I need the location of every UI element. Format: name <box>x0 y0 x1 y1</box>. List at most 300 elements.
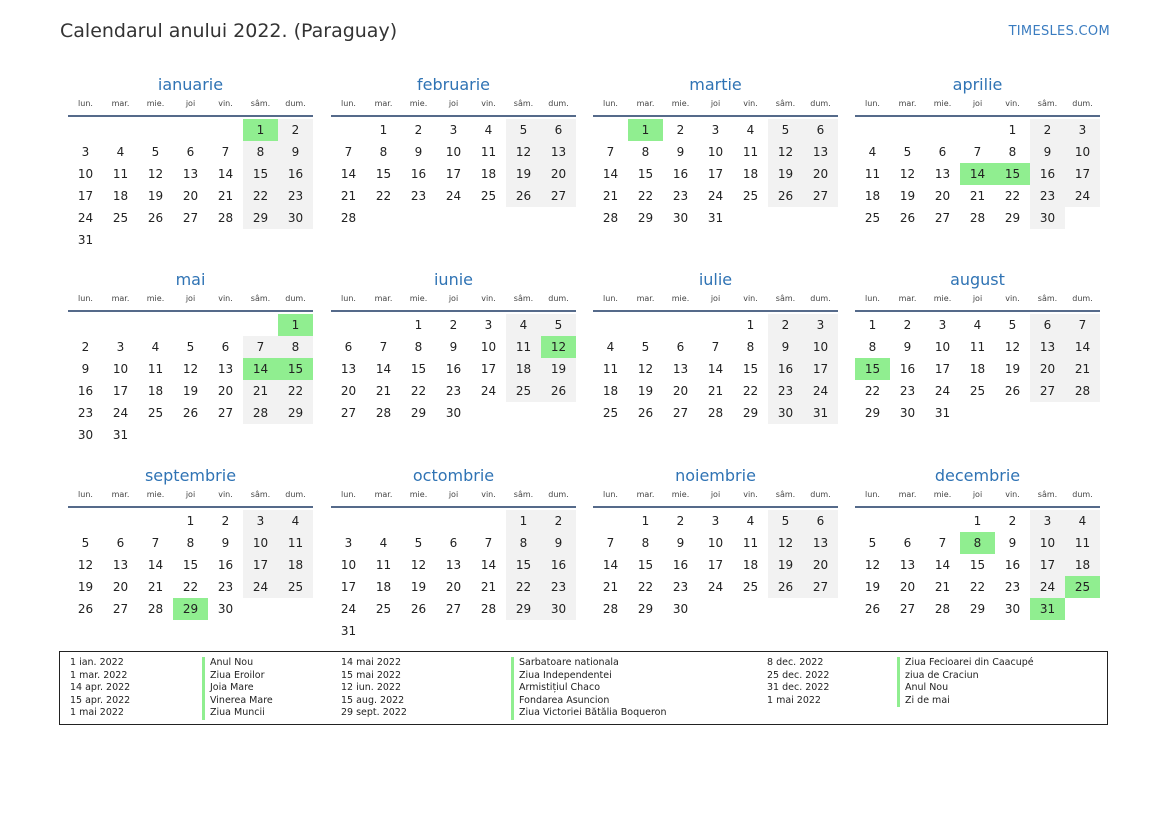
day-cell: 12 <box>768 141 803 163</box>
day-cell: 15 <box>410 362 427 376</box>
day-cell: 26 <box>410 602 427 616</box>
day-cell: 22 <box>1004 189 1021 203</box>
day-cell: 14 <box>1065 336 1100 358</box>
day-cell: 10 <box>243 532 278 554</box>
day-cell: 24 <box>803 380 838 402</box>
empty-cell <box>173 314 208 336</box>
day-cell: 4 <box>746 123 755 137</box>
legend-dates <box>341 657 407 720</box>
day-cell: 31 <box>934 406 951 420</box>
legend-date: 15 apr. 2022 <box>70 694 131 706</box>
day-cell: 7 <box>243 336 278 358</box>
day-cell: 8 <box>414 340 423 354</box>
empty-cell <box>243 314 278 336</box>
day-cell: 26 <box>864 602 881 616</box>
day-cell: 5 <box>768 119 803 141</box>
day-cell: 10 <box>934 340 951 354</box>
day-cell: 3 <box>243 510 278 532</box>
weekday-label: sâm. <box>513 99 534 108</box>
weekday-header <box>68 293 313 312</box>
day-cell: 1 <box>278 314 313 336</box>
day-cell: 20 <box>672 384 689 398</box>
day-cell: 3 <box>484 318 493 332</box>
empty-cell <box>401 510 436 532</box>
weekday-label: lun. <box>603 294 618 303</box>
month-iulie <box>593 267 838 424</box>
day-cell: 8 <box>1008 145 1017 159</box>
day-cell: 25 <box>278 576 313 598</box>
weekday-header <box>68 489 313 508</box>
empty-cell <box>471 510 506 532</box>
day-cell: 4 <box>151 340 160 354</box>
day-cell: 28 <box>602 211 619 225</box>
day-cell: 22 <box>969 580 986 594</box>
weekday-label: joi <box>448 490 459 499</box>
weekday-header <box>331 293 576 312</box>
weekday-label: joi <box>185 99 196 108</box>
day-cell: 7 <box>1065 314 1100 336</box>
month-februarie <box>331 72 576 229</box>
day-cell: 31 <box>707 211 724 225</box>
day-cell: 23 <box>672 189 689 203</box>
day-cell: 5 <box>81 536 90 550</box>
day-cell: 28 <box>934 602 951 616</box>
day-cell: 18 <box>864 189 881 203</box>
legend-holiday-name: Sarbatoare nationala <box>511 657 667 670</box>
weekday-label: sâm. <box>250 490 271 499</box>
day-cell: 25 <box>969 384 986 398</box>
day-cell: 12 <box>1004 340 1021 354</box>
day-cell: 1 <box>379 123 388 137</box>
day-cell: 19 <box>637 384 654 398</box>
day-cell: 14 <box>707 362 724 376</box>
day-cell: 13 <box>182 167 199 181</box>
days-grid <box>593 510 838 620</box>
day-cell: 16 <box>672 558 689 572</box>
day-cell: 27 <box>934 211 951 225</box>
weekday-label: mar. <box>636 294 655 303</box>
day-cell: 10 <box>77 167 94 181</box>
day-cell: 14 <box>934 558 951 572</box>
weekday-header <box>593 293 838 312</box>
weekday-label: mie. <box>409 294 428 303</box>
day-cell: 17 <box>1030 554 1065 576</box>
day-cell: 4 <box>506 314 541 336</box>
day-cell: 20 <box>541 163 576 185</box>
month-octombrie <box>331 463 576 642</box>
day-cell: 13 <box>899 558 916 572</box>
weekday-label: joi <box>710 99 721 108</box>
day-cell: 2 <box>903 318 912 332</box>
day-cell: 6 <box>903 536 912 550</box>
day-cell: 8 <box>746 340 755 354</box>
weekday-label: joi <box>710 490 721 499</box>
day-cell: 24 <box>1065 185 1100 207</box>
day-cell: 16 <box>1004 558 1021 572</box>
day-cell: 4 <box>278 510 313 532</box>
empty-cell <box>593 510 628 532</box>
day-cell: 27 <box>445 602 462 616</box>
day-cell: 10 <box>803 336 838 358</box>
day-cell: 25 <box>1065 576 1100 598</box>
day-cell: 26 <box>1004 384 1021 398</box>
day-cell: 30 <box>77 428 94 442</box>
day-cell: 18 <box>506 358 541 380</box>
weekday-label: dum. <box>548 99 569 108</box>
weekday-label: sâm. <box>513 294 534 303</box>
day-cell: 16 <box>541 554 576 576</box>
weekday-label: mar. <box>636 490 655 499</box>
day-cell: 16 <box>672 167 689 181</box>
weekday-label: dum. <box>1072 99 1093 108</box>
weekday-label: vin. <box>1005 490 1020 499</box>
day-cell: 11 <box>742 145 759 159</box>
month-mai <box>68 267 313 446</box>
empty-cell <box>855 510 890 532</box>
day-cell: 6 <box>541 119 576 141</box>
month-noiembrie <box>593 463 838 620</box>
weekday-label: mar. <box>374 99 393 108</box>
day-cell: 29 <box>506 598 541 620</box>
day-cell: 10 <box>112 362 129 376</box>
day-cell: 1 <box>868 318 877 332</box>
holiday-legend <box>59 651 1108 725</box>
day-cell: 21 <box>934 580 951 594</box>
legend-names <box>511 657 667 720</box>
day-cell: 13 <box>445 558 462 572</box>
day-cell: 23 <box>672 580 689 594</box>
day-cell: 11 <box>506 336 541 358</box>
day-cell: 19 <box>506 163 541 185</box>
month-title: martie <box>689 75 742 94</box>
day-cell: 16 <box>410 167 427 181</box>
day-cell: 23 <box>541 576 576 598</box>
empty-cell <box>698 314 733 336</box>
day-cell: 22 <box>637 580 654 594</box>
day-cell: 28 <box>480 602 497 616</box>
day-cell: 2 <box>1008 514 1017 528</box>
legend-dates <box>767 657 829 707</box>
month-iunie <box>331 267 576 424</box>
day-cell: 5 <box>868 536 877 550</box>
weekday-label: lun. <box>78 490 93 499</box>
day-cell: 22 <box>182 580 199 594</box>
legend-dates <box>70 657 130 720</box>
day-cell: 29 <box>173 598 208 620</box>
day-cell: 9 <box>768 336 803 358</box>
day-cell: 19 <box>768 554 803 576</box>
day-cell: 12 <box>77 558 94 572</box>
day-cell: 21 <box>969 189 986 203</box>
day-cell: 28 <box>602 602 619 616</box>
weekday-label: vin. <box>743 99 758 108</box>
weekday-label: joi <box>185 490 196 499</box>
empty-cell <box>173 119 208 141</box>
day-cell: 29 <box>410 406 427 420</box>
day-cell: 17 <box>707 558 724 572</box>
weekday-label: mar. <box>374 294 393 303</box>
day-cell: 1 <box>243 119 278 141</box>
day-cell: 14 <box>960 163 995 185</box>
day-cell: 29 <box>243 207 278 229</box>
empty-cell <box>331 314 366 336</box>
day-cell: 20 <box>340 384 357 398</box>
day-cell: 27 <box>541 185 576 207</box>
day-cell: 19 <box>182 384 199 398</box>
empty-cell <box>366 510 401 532</box>
day-cell: 31 <box>803 402 838 424</box>
day-cell: 23 <box>278 185 313 207</box>
day-cell: 11 <box>864 167 881 181</box>
empty-cell <box>68 119 103 141</box>
brand-link[interactable]: TIMESLES.COM <box>1008 24 1110 39</box>
day-cell: 8 <box>186 536 195 550</box>
day-cell: 20 <box>899 580 916 594</box>
day-cell: 2 <box>541 510 576 532</box>
day-cell: 17 <box>243 554 278 576</box>
day-cell: 12 <box>147 167 164 181</box>
day-cell: 23 <box>445 384 462 398</box>
weekday-label: vin. <box>481 294 496 303</box>
weekday-label: lun. <box>341 99 356 108</box>
day-cell: 1 <box>414 318 423 332</box>
day-cell: 6 <box>676 340 685 354</box>
day-cell: 13 <box>803 141 838 163</box>
day-cell: 28 <box>217 211 234 225</box>
day-cell: 29 <box>969 602 986 616</box>
day-cell: 11 <box>602 362 619 376</box>
day-cell: 17 <box>112 384 129 398</box>
day-cell: 11 <box>375 558 392 572</box>
day-cell: 17 <box>445 167 462 181</box>
weekday-label: lun. <box>865 99 880 108</box>
day-cell: 28 <box>969 211 986 225</box>
day-cell: 9 <box>1008 536 1017 550</box>
weekday-label: sâm. <box>513 490 534 499</box>
day-cell: 2 <box>676 123 685 137</box>
legend-holiday-name: Vinerea Mare <box>202 695 273 708</box>
weekday-label: mie. <box>933 490 952 499</box>
day-cell: 6 <box>221 340 230 354</box>
weekday-label: mar. <box>374 490 393 499</box>
days-grid <box>593 119 838 229</box>
weekday-label: joi <box>972 490 983 499</box>
month-august <box>855 267 1100 424</box>
month-title: mai <box>175 270 206 289</box>
day-cell: 14 <box>340 167 357 181</box>
day-cell: 3 <box>803 314 838 336</box>
day-cell: 7 <box>711 340 720 354</box>
day-cell: 9 <box>676 536 685 550</box>
month-title: iunie <box>433 270 473 289</box>
day-cell: 2 <box>1030 119 1065 141</box>
day-cell: 4 <box>116 145 125 159</box>
day-cell: 25 <box>112 211 129 225</box>
day-cell: 18 <box>112 189 129 203</box>
empty-cell <box>138 119 173 141</box>
day-cell: 10 <box>707 536 724 550</box>
day-cell: 21 <box>217 189 234 203</box>
empty-cell <box>593 314 628 336</box>
day-cell: 8 <box>506 532 541 554</box>
legend-date: 8 dec. 2022 <box>767 657 824 668</box>
weekday-label: dum. <box>285 490 306 499</box>
weekday-label: mie. <box>146 99 165 108</box>
day-cell: 5 <box>414 536 423 550</box>
empty-cell <box>331 510 366 532</box>
empty-cell <box>103 119 138 141</box>
day-cell: 24 <box>445 189 462 203</box>
day-cell: 21 <box>340 189 357 203</box>
empty-cell <box>103 510 138 532</box>
day-cell: 18 <box>602 384 619 398</box>
day-cell: 25 <box>864 211 881 225</box>
day-cell: 21 <box>602 189 619 203</box>
month-title: noiembrie <box>675 466 756 485</box>
weekday-label: vin. <box>218 99 233 108</box>
empty-cell <box>960 119 995 141</box>
day-cell: 24 <box>707 189 724 203</box>
day-cell: 28 <box>243 402 278 424</box>
day-cell: 15 <box>506 554 541 576</box>
day-cell: 15 <box>243 163 278 185</box>
weekday-label: mie. <box>671 294 690 303</box>
day-cell: 15 <box>375 167 392 181</box>
day-cell: 28 <box>147 602 164 616</box>
day-cell: 24 <box>112 406 129 420</box>
legend-holiday-name: ziua de Craciun <box>897 670 1034 683</box>
empty-cell <box>925 510 960 532</box>
day-cell: 22 <box>410 384 427 398</box>
legend-holiday-name: Joia Mare <box>202 682 273 695</box>
legend-date: 1 mai 2022 <box>767 694 821 706</box>
day-cell: 14 <box>602 167 619 181</box>
days-grid <box>331 314 576 424</box>
weekday-label: dum. <box>1072 294 1093 303</box>
day-cell: 14 <box>480 558 497 572</box>
weekday-label: mie. <box>409 490 428 499</box>
empty-cell <box>855 119 890 141</box>
day-cell: 18 <box>742 558 759 572</box>
day-cell: 18 <box>742 167 759 181</box>
day-cell: 11 <box>147 362 164 376</box>
day-cell: 9 <box>903 340 912 354</box>
weekday-header <box>855 489 1100 508</box>
day-cell: 19 <box>768 163 803 185</box>
day-cell: 27 <box>899 602 916 616</box>
day-cell: 17 <box>480 362 497 376</box>
day-cell: 11 <box>112 167 129 181</box>
day-cell: 20 <box>217 384 234 398</box>
weekday-label: vin. <box>481 99 496 108</box>
day-cell: 14 <box>217 167 234 181</box>
weekday-label: vin. <box>743 490 758 499</box>
empty-cell <box>663 314 698 336</box>
day-cell: 24 <box>77 211 94 225</box>
day-cell: 6 <box>938 145 947 159</box>
day-cell: 6 <box>186 145 195 159</box>
day-cell: 13 <box>803 532 838 554</box>
weekday-label: sâm. <box>775 490 796 499</box>
days-grid <box>855 510 1100 620</box>
day-cell: 28 <box>1065 380 1100 402</box>
day-cell: 26 <box>506 185 541 207</box>
day-cell: 5 <box>641 340 650 354</box>
day-cell: 8 <box>960 532 995 554</box>
weekday-label: mar. <box>898 490 917 499</box>
day-cell: 19 <box>1004 362 1021 376</box>
day-cell: 12 <box>637 362 654 376</box>
day-cell: 16 <box>77 384 94 398</box>
weekday-label: dum. <box>810 490 831 499</box>
weekday-label: mie. <box>933 294 952 303</box>
day-cell: 3 <box>116 340 125 354</box>
weekday-label: joi <box>448 99 459 108</box>
month-title: aprilie <box>952 75 1003 94</box>
day-cell: 4 <box>1065 510 1100 532</box>
day-cell: 15 <box>278 358 313 380</box>
day-cell: 2 <box>768 314 803 336</box>
day-cell: 12 <box>768 532 803 554</box>
day-cell: 17 <box>1065 163 1100 185</box>
month-septembrie <box>68 463 313 620</box>
day-cell: 23 <box>1004 580 1021 594</box>
day-cell: 15 <box>637 558 654 572</box>
day-cell: 16 <box>445 362 462 376</box>
legend-holiday-name: Zi de mai <box>897 695 1034 708</box>
day-cell: 9 <box>81 362 90 376</box>
day-cell: 19 <box>147 189 164 203</box>
weekday-label: mie. <box>146 294 165 303</box>
day-cell: 12 <box>506 141 541 163</box>
day-cell: 4 <box>973 318 982 332</box>
empty-cell <box>628 314 663 336</box>
empty-cell <box>68 510 103 532</box>
day-cell: 24 <box>480 384 497 398</box>
day-cell: 10 <box>707 145 724 159</box>
day-cell: 28 <box>340 211 357 225</box>
weekday-label: dum. <box>285 99 306 108</box>
day-cell: 27 <box>1030 380 1065 402</box>
day-cell: 13 <box>1030 336 1065 358</box>
day-cell: 23 <box>217 580 234 594</box>
weekday-header <box>855 98 1100 117</box>
day-cell: 23 <box>1030 185 1065 207</box>
day-cell: 1 <box>186 514 195 528</box>
weekday-label: lun. <box>603 99 618 108</box>
day-cell: 19 <box>541 358 576 380</box>
day-cell: 23 <box>899 384 916 398</box>
weekday-label: lun. <box>865 490 880 499</box>
day-cell: 26 <box>637 406 654 420</box>
weekday-label: sâm. <box>250 294 271 303</box>
day-cell: 6 <box>344 340 353 354</box>
day-cell: 8 <box>641 145 650 159</box>
day-cell: 8 <box>641 536 650 550</box>
days-grid <box>855 119 1100 229</box>
day-cell: 5 <box>151 145 160 159</box>
legend-holiday-name: Ziua Fecioarei din Caacupé <box>897 657 1034 670</box>
day-cell: 30 <box>1030 207 1065 229</box>
weekday-label: dum. <box>548 294 569 303</box>
legend-date: 1 mai 2022 <box>70 707 124 719</box>
day-cell: 19 <box>899 189 916 203</box>
day-cell: 2 <box>414 123 423 137</box>
day-cell: 26 <box>182 406 199 420</box>
day-cell: 15 <box>637 167 654 181</box>
day-cell: 25 <box>375 602 392 616</box>
day-cell: 30 <box>278 207 313 229</box>
